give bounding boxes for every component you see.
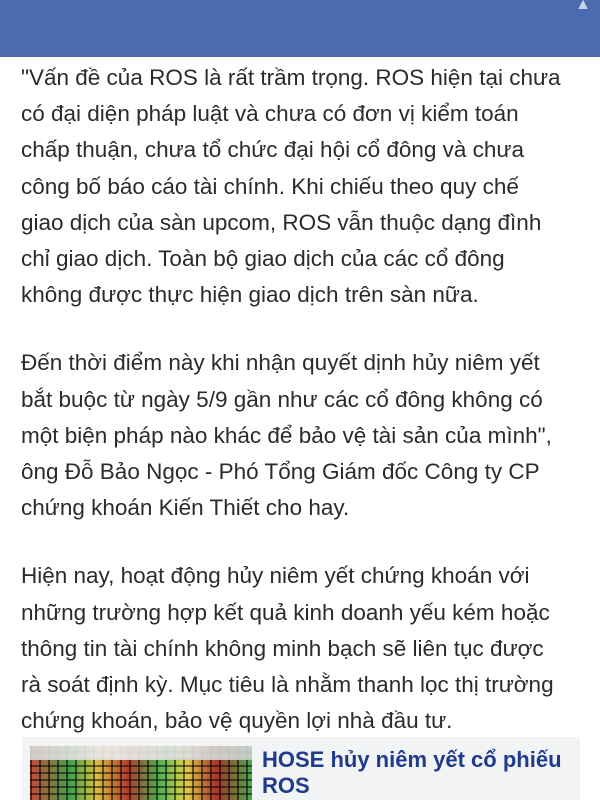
related-article-title[interactable]: HOSE hủy niêm yết cổ phiếu ROS bbox=[262, 747, 562, 798]
top-app-bar bbox=[0, 0, 600, 57]
related-article-thumbnail[interactable] bbox=[30, 746, 252, 800]
article-paragraph-2: Đến thời điểm này khi nhận quyết dịnh hủy niêm yết bắt buộc từ ngày 5/9 gần như các cổ đông không có một biện pháp nào khác để bảo vệ tài sản của mình", ông Đỗ Bảo Ngọc - Phó Tổng Giám đốc Công ty CP chứng khoán Kiến Thiết cho hay. bbox=[21, 350, 552, 521]
article-paragraph-3: Hiện nay, hoạt động hủy niêm yết chứng khoán với những trường hợp kết quả kinh doanh yếu kém hoặc thông tin tài chính không minh bạch sẽ liên tục được rà soát định kỳ. Mục tiêu là nhằm thanh lọc thị trường chứng khoán, bảo vệ quyền lợi nhà đầu tư. bbox=[21, 563, 554, 734]
signal-icon: ▲ bbox=[575, 0, 591, 13]
article-body bbox=[21, 60, 587, 771]
article-paragraph-1: "Vấn đề của ROS là rất trầm trọng. ROS hiện tại chưa có đại diện pháp luật và chưa có đơn vị kiểm toán chấp thuận, chưa tổ chức đại hội cổ đông và chưa công bố báo cáo tài chính. Khi chiếu theo quy chế giao dịch của sàn upcom, ROS vẫn thuộc dạng đình chỉ giao dịch. Toàn bộ giao dịch của các cổ đông không được thực hiện giao dịch trên sàn nữa. bbox=[21, 65, 561, 308]
ceiling-light bbox=[30, 746, 252, 760]
related-article-card[interactable] bbox=[22, 737, 580, 800]
